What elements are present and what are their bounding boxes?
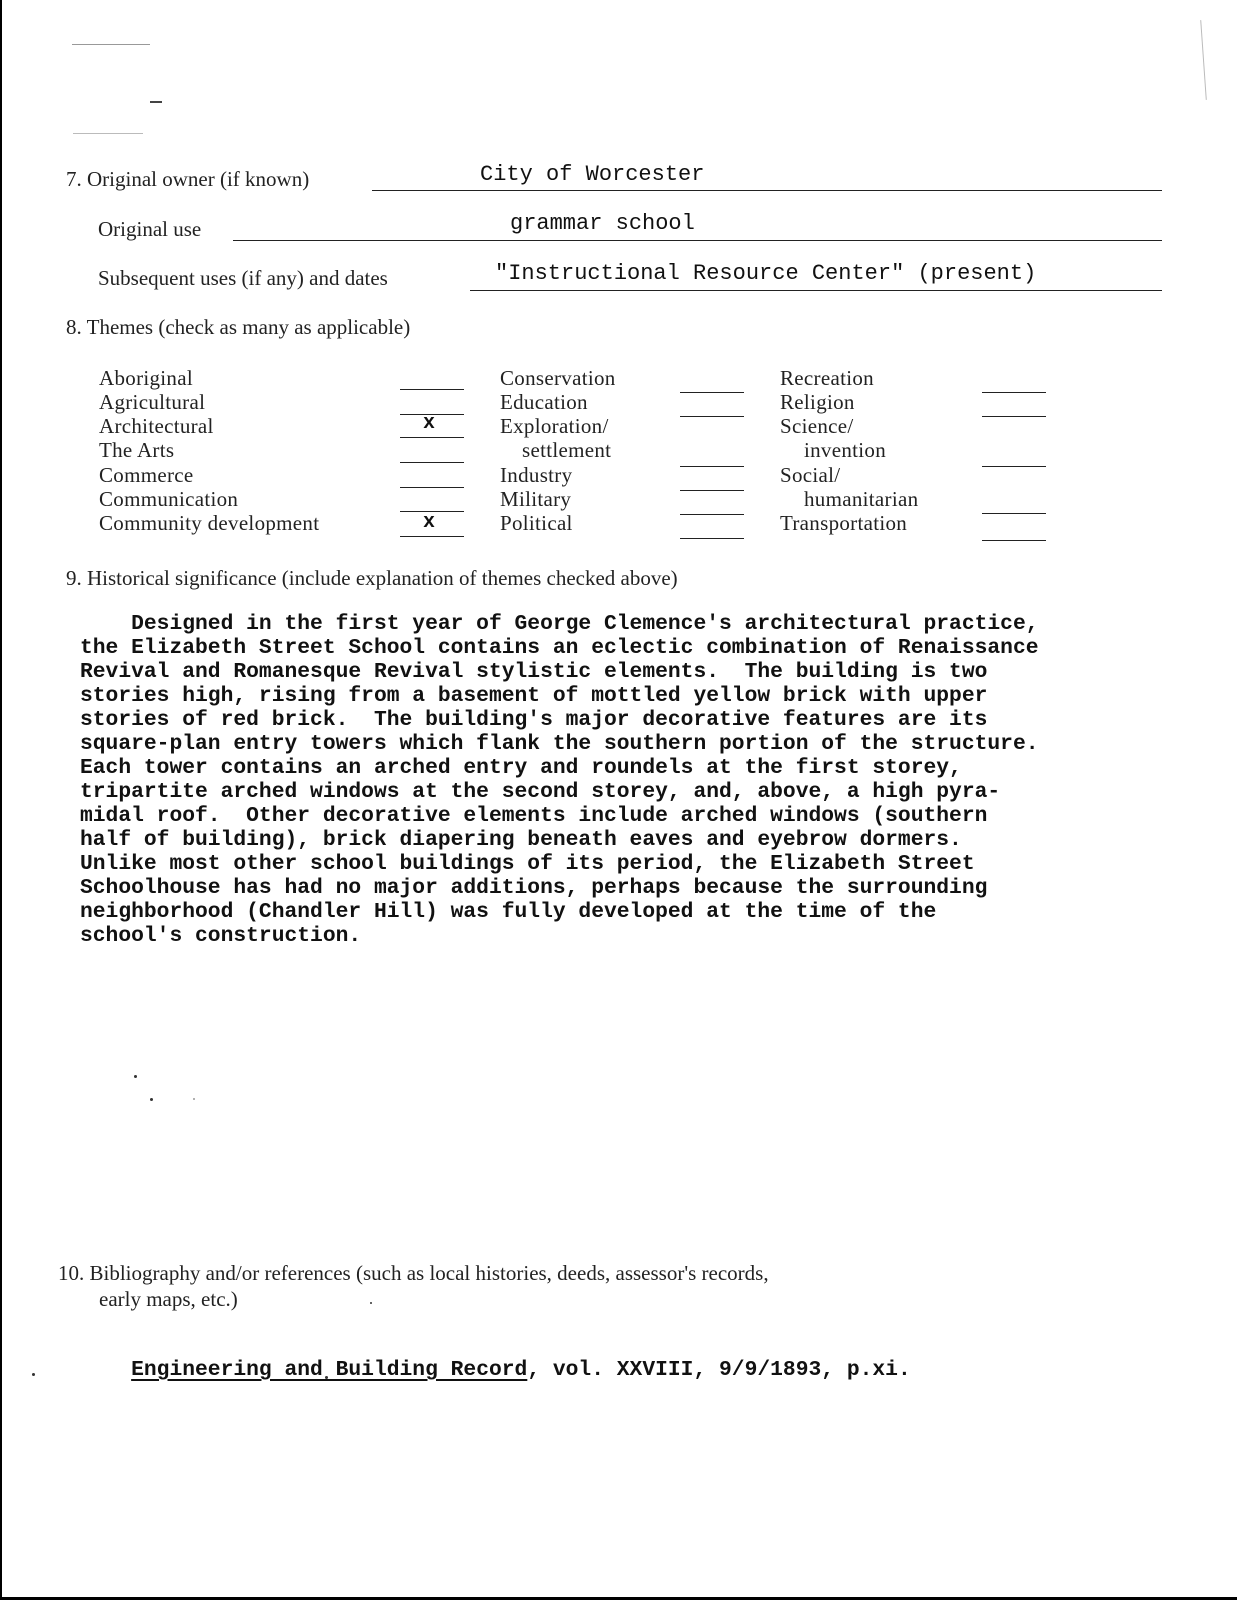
theme-architectural: Architectural [99,414,214,438]
significance-line: school's construction. [80,924,362,948]
theme-the-arts-blank [400,462,464,463]
theme-exploration: Exploration/ [500,414,609,438]
scan-speck [32,1373,35,1376]
significance-line: the Elizabeth Street School contains an eclectic combination of Renaissance [80,636,1039,660]
item-9-label: 9. Historical significance (include explanation of themes checked above) [66,566,678,590]
theme-science-line2: invention [804,438,887,462]
significance-line: Designed in the first year of George Clemence's architectural practice, [80,612,1039,636]
subsequent-uses-rule [470,290,1162,291]
theme-military: Military [500,487,572,511]
original-owner-value: City of Worcester [480,162,705,187]
theme-the-arts: The Arts [99,438,175,462]
scan-speck [150,1098,153,1101]
theme-conservation-blank [680,392,744,393]
theme-aboriginal-blank [400,389,464,390]
significance-line: Schoolhouse has had no major additions, perhaps because the surrounding [80,876,988,900]
theme-exploration-line2: settlement [522,438,612,462]
scan-edge-left [0,0,2,1600]
scan-edge-right [1200,20,1207,100]
theme-recreation-blank [982,392,1046,393]
significance-line: stories high, rising from a basement of mottled yellow brick with upper [80,684,988,708]
scan-mark [73,133,143,134]
original-use-rule [233,240,1162,241]
reference-title: Engineering and Building Record [131,1358,528,1382]
significance-line: tripartite arched windows at the second storey, and, above, a high pyra- [80,780,1001,804]
significance-line: neighborhood (Chandler Hill) was fully developed at the time of the [80,900,937,924]
theme-religion-blank [982,416,1046,417]
theme-political-blank [680,538,744,539]
significance-line: Revival and Romanesque Revival stylistic elements. The building is two [80,660,988,684]
theme-conservation: Conservation [500,366,616,390]
theme-education: Education [500,390,588,414]
bibliography-reference [80,1334,911,1406]
theme-military-blank [680,514,744,515]
theme-recreation: Recreation [780,366,874,390]
theme-education-blank [680,416,744,417]
original-use-value: grammar school [510,211,695,236]
item-7-rule [372,190,1162,191]
item-7-label: 7. Original owner (if known) [66,167,310,191]
theme-architectural-blank [400,437,464,438]
item-8-label: 8. Themes (check as many as applicable) [66,315,411,339]
scan-speck [370,1302,372,1304]
theme-community-development-blank [400,536,464,537]
theme-agricultural: Agricultural [99,390,206,414]
significance-line: square-plan entry towers which flank the southern portion of the structure. [80,732,1039,756]
theme-science-blank [982,466,1046,467]
theme-aboriginal: Aboriginal [99,366,193,390]
theme-science: Science/ [780,414,854,438]
significance-line: half of building), brick diapering beneath eaves and eyebrow dormers. [80,828,962,852]
reference-details: , vol. XXVIII, 9/9/1893, p.xi. [527,1358,911,1382]
scan-speck [193,1098,195,1100]
subsequent-uses-value: "Instructional Resource Center" (present) [495,261,1037,286]
subsequent-uses-label: Subsequent uses (if any) and dates [98,266,388,290]
item-10-label-line2: early maps, etc.) [99,1287,238,1311]
significance-line: stories of red brick. The building's major decorative features are its [80,708,988,732]
theme-social: Social/ [780,463,841,487]
theme-transportation: Transportation [780,511,908,535]
theme-commerce-blank [400,487,464,488]
theme-transportation-blank [982,540,1046,541]
significance-line: Each tower contains an arched entry and roundels at the first storey, [80,756,962,780]
theme-social-line2: humanitarian [804,487,919,511]
theme-religion: Religion [780,390,855,414]
scan-mark [150,101,162,103]
significance-line: Unlike most other school buildings of its period, the Elizabeth Street [80,852,975,876]
theme-exploration-blank [680,466,744,467]
theme-political: Political [500,511,573,535]
theme-community-development: Community development [99,511,320,535]
scan-speck [134,1075,137,1078]
significance-line: midal roof. Other decorative elements include arched windows (southern [80,804,988,828]
theme-commerce: Commerce [99,463,194,487]
original-use-label: Original use [98,217,202,241]
scan-mark [72,44,150,45]
theme-communication: Communication [99,487,239,511]
theme-social-blank [982,513,1046,514]
theme-industry-blank [680,490,744,491]
theme-industry: Industry [500,463,573,487]
theme-architectural-check: x [423,412,436,435]
item-10-label: 10. Bibliography and/or references (such as local histories, deeds, assessor's records, [58,1261,769,1285]
theme-community-development-check: x [423,511,436,534]
